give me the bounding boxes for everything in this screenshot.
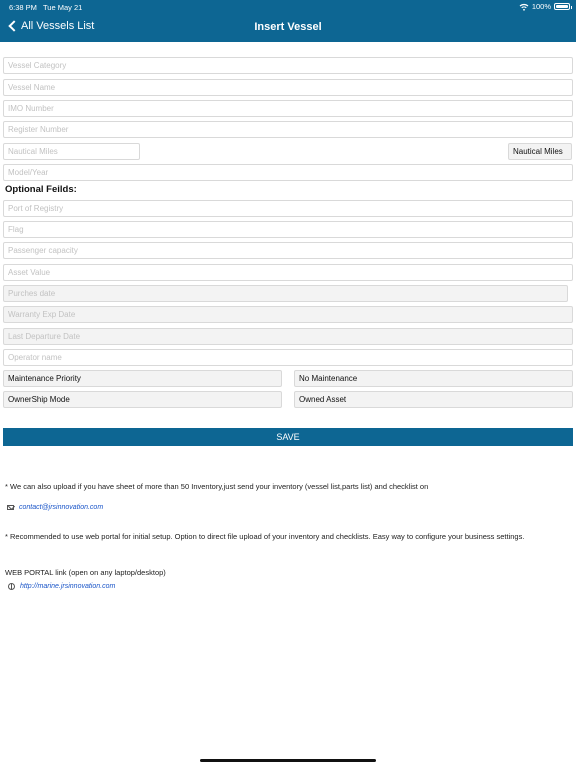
- operator-name-field[interactable]: [3, 349, 573, 366]
- port-of-registry-field[interactable]: [3, 200, 573, 217]
- home-indicator[interactable]: [200, 759, 376, 762]
- page-title: Insert Vessel: [254, 21, 322, 33]
- maintenance-priority-label: Maintenance Priority: [3, 370, 282, 387]
- vessel-name-field[interactable]: [3, 79, 573, 96]
- passenger-capacity-field[interactable]: [3, 242, 573, 259]
- mail-icon: [7, 505, 14, 510]
- nautical-miles-field[interactable]: [3, 143, 140, 160]
- optional-fields-heading: Optional Feilds:: [5, 184, 77, 195]
- email-row: [7, 504, 103, 511]
- flag-field[interactable]: [3, 221, 573, 238]
- model-year-field[interactable]: [3, 164, 573, 181]
- email-link[interactable]: contact@jrsinnovation.com: [19, 504, 104, 511]
- portal-row: [8, 583, 115, 590]
- upload-note: * We can also upload if you have sheet of more than 50 Inventory,just send your inventory (vessel list,parts list) and checklist on: [5, 482, 429, 491]
- imo-number-field[interactable]: [3, 100, 573, 117]
- last-departure-date-field[interactable]: [3, 328, 573, 345]
- purchase-date-field[interactable]: [3, 285, 568, 302]
- back-button-label: All Vessels List: [21, 20, 95, 32]
- vessel-category-field[interactable]: [3, 57, 573, 74]
- save-button[interactable]: SAVE: [3, 428, 573, 446]
- battery-icon: [554, 3, 570, 10]
- web-portal-note: * Recommended to use web portal for initial setup. Option to direct file upload of your inventory and checklists. Easy way to configure your business settings.: [5, 532, 525, 541]
- asset-value-field[interactable]: [3, 264, 573, 281]
- ownership-mode-select[interactable]: Owned Asset: [294, 391, 573, 408]
- globe-icon: [8, 583, 15, 590]
- portal-link[interactable]: http://marine.jrsinnovation.com: [20, 583, 116, 590]
- unit-selector[interactable]: Nautical Miles: [508, 143, 572, 160]
- register-number-field[interactable]: [3, 121, 573, 138]
- status-right: [519, 2, 570, 11]
- ownership-mode-label: OwnerShip Mode: [3, 391, 282, 408]
- status-bar: [0, 0, 576, 14]
- warranty-exp-date-field[interactable]: [3, 306, 573, 323]
- battery-percent: 100%: [531, 2, 551, 11]
- maintenance-priority-select[interactable]: No Maintenance: [294, 370, 573, 387]
- web-portal-label: WEB PORTAL link (open on any laptop/desktop): [5, 568, 166, 577]
- navigation-bar: [0, 14, 576, 42]
- status-time: 6:38 PM: [9, 3, 37, 12]
- status-date: Tue May 21: [43, 3, 83, 12]
- wifi-icon: [519, 3, 529, 11]
